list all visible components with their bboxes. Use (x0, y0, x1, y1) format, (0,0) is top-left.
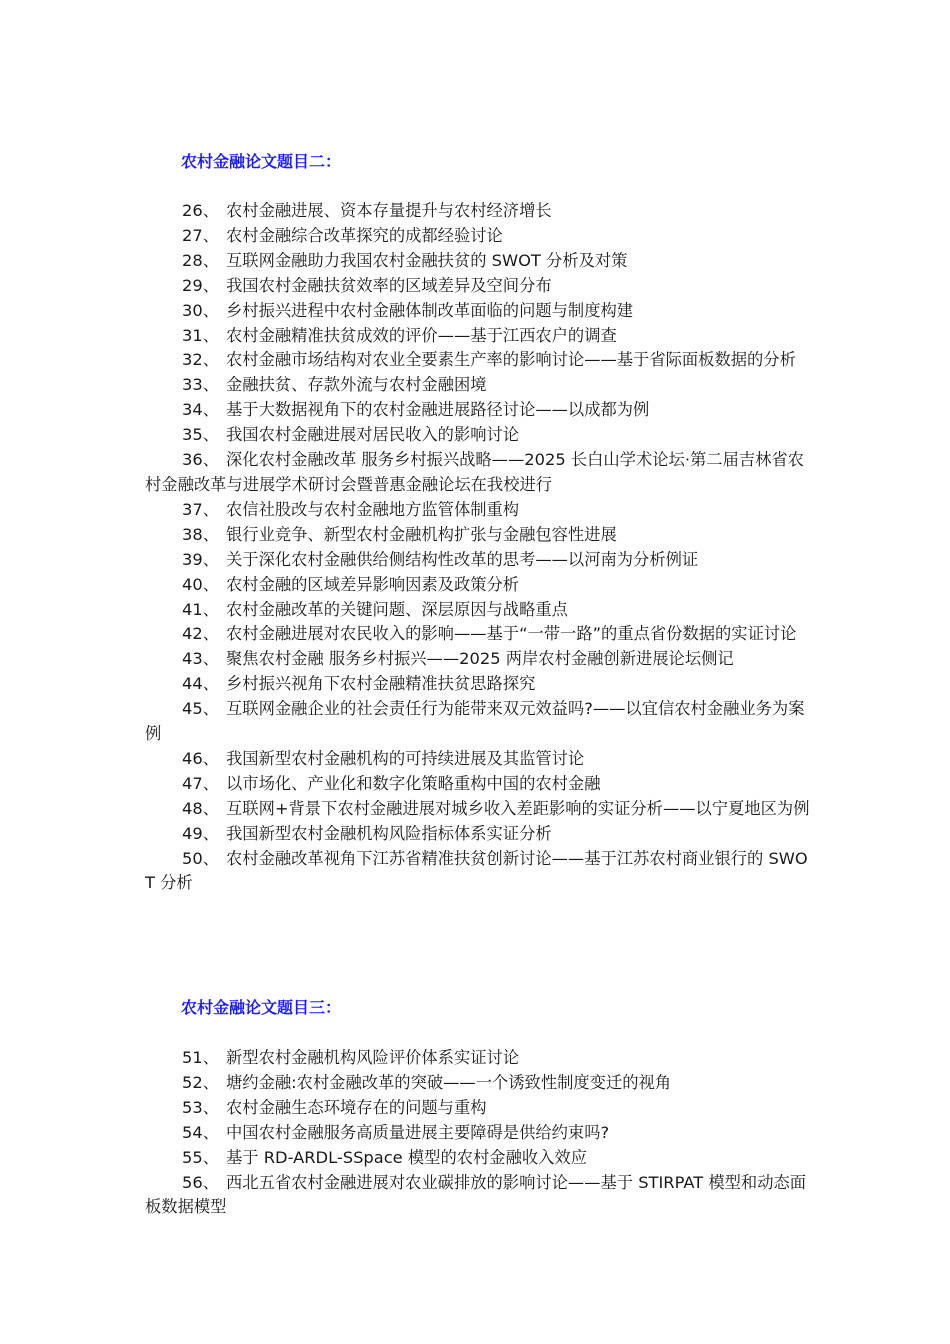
topic-title: 乡村振兴视角下农村金融精准扶贫思路探究 (226, 674, 536, 694)
topic-title: 聚焦农村金融 服务乡村振兴——2025 两岸农村金融创新进展论坛侧记 (226, 649, 734, 669)
topic-item (145, 199, 813, 224)
topic-number: 46、 (182, 748, 219, 768)
topic-item (145, 348, 813, 373)
topic-title: 新型农村金融机构风险评价体系实证讨论 (226, 1048, 520, 1067)
topic-title: 中国农村金融服务高质量进展主要障碍是供给约束吗? (226, 1122, 610, 1142)
topic-title: 农村金融生态环境存在的问题与重构 (226, 1097, 487, 1117)
topic-title: 互联网金融企业的社会责任行为能带来双元效益吗?——以宜信农村金融业务为案例 (145, 699, 805, 744)
topic-item (145, 324, 813, 349)
topic-title: 农村金融的区域差异影响因素及政策分析 (226, 574, 520, 594)
topic-item (145, 1146, 813, 1171)
topic-list (145, 1046, 813, 1220)
topic-number: 54、 (182, 1122, 219, 1142)
topic-number: 28、 (182, 250, 219, 270)
topic-title: 西北五省农村金融进展对农业碳排放的影响讨论——基于 STIRPAT 模型和动态面板数据模型 (145, 1172, 807, 1217)
topic-number: 48、 (182, 798, 219, 818)
topic-item (145, 249, 813, 274)
topic-item (145, 1171, 813, 1221)
topic-number: 44、 (182, 674, 219, 694)
topic-number: 55、 (182, 1147, 219, 1167)
topic-item (145, 498, 813, 523)
topic-number: 50、 (182, 848, 219, 868)
topic-title: 农村金融综合改革探究的成都经验讨论 (226, 225, 503, 245)
topic-title: 我国新型农村金融机构风险指标体系实证分析 (226, 823, 552, 843)
topic-list (145, 199, 813, 896)
topic-number: 30、 (182, 300, 219, 320)
topic-number: 39、 (182, 549, 219, 569)
topic-item (145, 1071, 813, 1096)
topic-number: 56、 (182, 1172, 219, 1192)
topic-item (145, 523, 813, 548)
topic-number: 35、 (182, 425, 219, 445)
topic-number: 49、 (182, 823, 219, 843)
topic-item (145, 573, 813, 598)
topic-item (145, 672, 813, 697)
topic-title: 互联网金融助力我国农村金融扶贫的 SWOT 分析及对策 (226, 250, 628, 270)
topic-item (145, 847, 813, 897)
topic-title: 农村金融改革视角下江苏省精准扶贫创新讨论——基于江苏农村商业银行的 SWOT 分析 (145, 848, 808, 893)
topic-item (145, 224, 813, 249)
topic-item (145, 647, 813, 672)
topic-number: 29、 (182, 275, 219, 295)
section-heading: 农村金融论文题目三： (181, 998, 342, 1017)
topic-title: 基于 RD-ARDL-SSpace 模型的农村金融收入效应 (226, 1147, 587, 1167)
topic-number: 40、 (182, 574, 219, 594)
topic-title: 我国农村金融扶贫效率的区域差异及空间分布 (226, 275, 552, 295)
topic-title: 基于大数据视角下的农村金融进展路径讨论——以成都为例 (226, 400, 650, 420)
topic-title: 农村金融进展、资本存量提升与农村经济增长 (226, 201, 552, 220)
topic-number: 34、 (182, 400, 219, 420)
topic-title: 金融扶贫、存款外流与农村金融困境 (226, 375, 487, 395)
topic-item (145, 797, 813, 822)
topic-number: 36、 (182, 450, 219, 470)
topic-number: 33、 (182, 375, 219, 395)
topic-item (145, 747, 813, 772)
topic-item (145, 548, 813, 573)
topic-title: 农村金融市场结构对农业全要素生产率的影响讨论——基于省际面板数据的分析 (226, 350, 796, 370)
topic-number: 53、 (182, 1097, 219, 1117)
topic-title: 关于深化农村金融供给侧结构性改革的思考——以河南为分析例证 (226, 549, 699, 569)
topic-number: 51、 (182, 1048, 219, 1067)
topic-item (145, 398, 813, 423)
topic-title: 深化农村金融改革 服务乡村振兴战略——2025 长白山学术论坛·第二届吉林省农村金融改革与进展学术研讨会暨普惠金融论坛在我校进行 (145, 450, 804, 494)
topic-item (145, 1096, 813, 1121)
topic-item (145, 448, 813, 498)
topic-title: 农村金融精准扶贫成效的评价——基于江西农户的调查 (226, 325, 617, 345)
topic-number: 45、 (182, 699, 219, 719)
topic-number: 43、 (182, 649, 219, 669)
topic-item (145, 1046, 813, 1071)
topic-title: 互联网+背景下农村金融进展对城乡收入差距影响的实证分析——以宁夏地区为例 (226, 798, 810, 818)
topic-item (145, 299, 813, 324)
topic-number: 26、 (182, 201, 219, 220)
topic-number: 31、 (182, 325, 219, 345)
topic-title: 以市场化、产业化和数字化策略重构中国的农村金融 (226, 773, 601, 793)
topic-item (145, 373, 813, 398)
topic-title: 农村金融改革的关键问题、深层原因与战略重点 (226, 599, 568, 619)
topic-item (145, 274, 813, 299)
topic-title: 农信社股改与农村金融地方监管体制重构 (226, 499, 520, 519)
topic-title: 农村金融进展对农民收入的影响——基于“一带一路”的重点省份数据的实证讨论 (226, 624, 797, 644)
topic-number: 37、 (182, 499, 219, 519)
section-heading: 农村金融论文题目二： (181, 152, 342, 171)
topic-title: 我国新型农村金融机构的可持续进展及其监管讨论 (226, 748, 585, 768)
topic-item (145, 1121, 813, 1146)
topic-number: 42、 (182, 624, 219, 644)
topic-title: 塘约金融:农村金融改革的突破——一个诱致性制度变迁的视角 (226, 1072, 672, 1092)
topic-item (145, 822, 813, 847)
topic-item (145, 772, 813, 797)
topic-item (145, 423, 813, 448)
topic-number: 27、 (182, 225, 219, 245)
topic-title: 银行业竞争、新型农村金融机构扩张与金融包容性进展 (226, 524, 617, 544)
topic-number: 38、 (182, 524, 219, 544)
topic-item (145, 622, 813, 647)
topic-item (145, 697, 813, 747)
topic-number: 32、 (182, 350, 219, 370)
topic-item (145, 598, 813, 623)
topic-title: 我国农村金融进展对居民收入的影响讨论 (226, 425, 520, 445)
topic-number: 47、 (182, 773, 219, 793)
topic-title: 乡村振兴进程中农村金融体制改革面临的问题与制度构建 (226, 300, 634, 320)
topic-number: 52、 (182, 1072, 219, 1092)
topic-number: 41、 (182, 599, 219, 619)
